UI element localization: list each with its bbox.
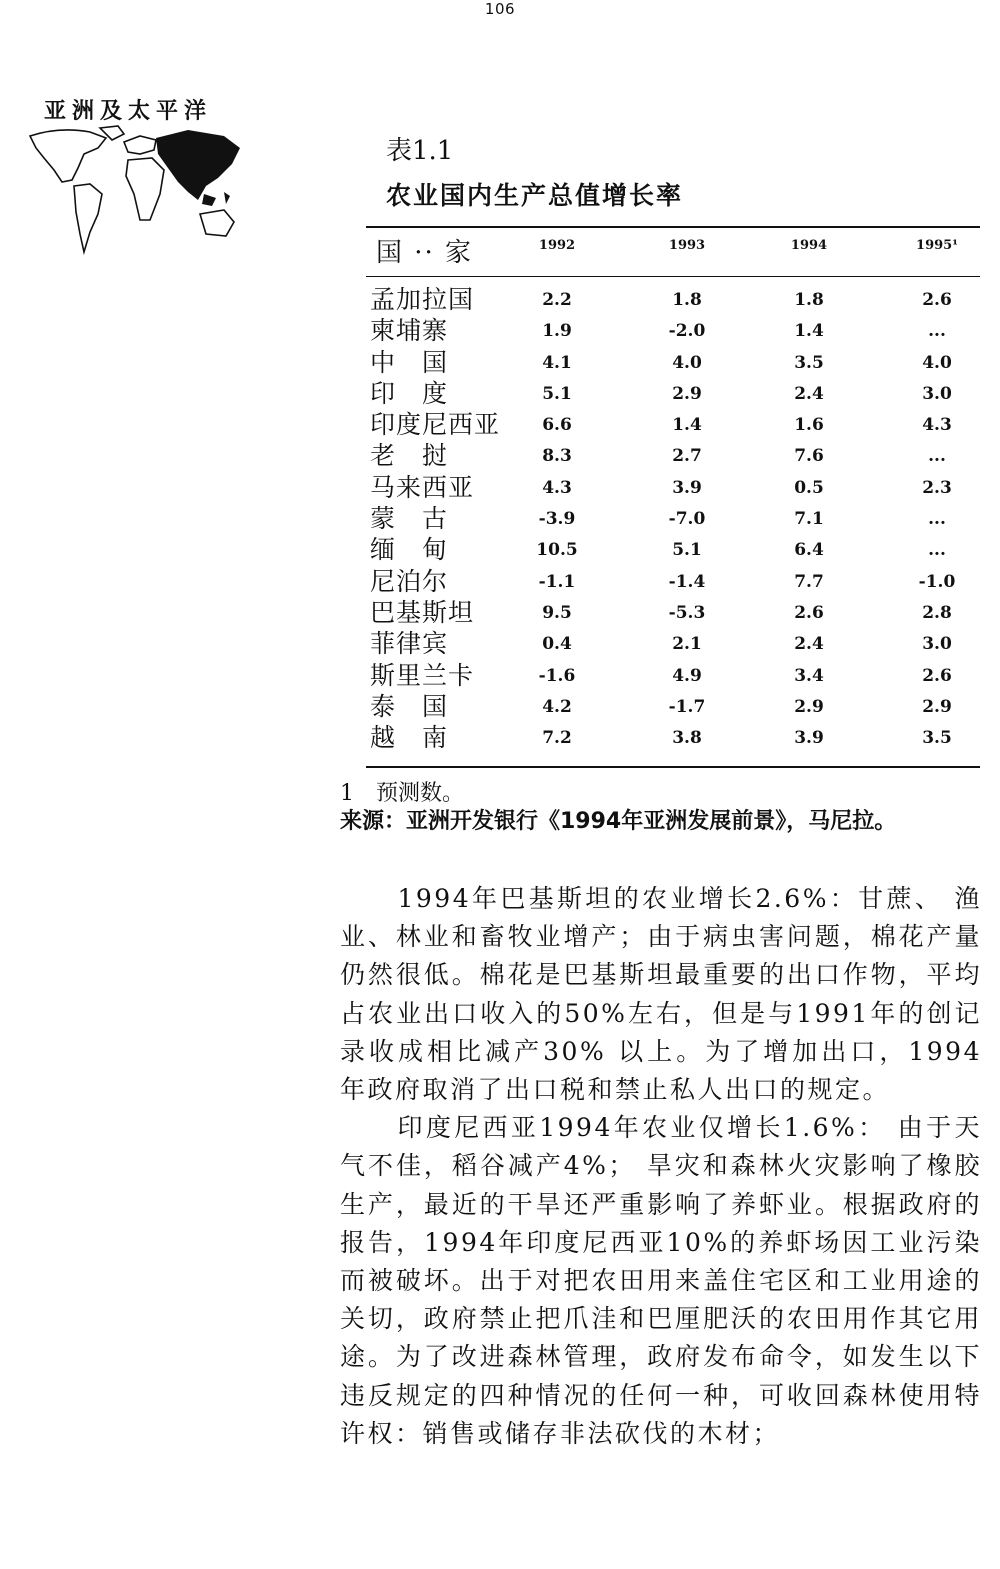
cell-value: 3.0 [922,634,952,655]
cell-value: 2.9 [794,696,824,717]
region-title: 亚洲及太平洋 [43,99,212,124]
cell-value: 7.6 [794,446,824,467]
cell-country: 老 挝 [370,441,449,471]
cell-value: 0.4 [542,634,572,655]
table-header-rule [366,276,980,277]
table-bottom-rule [366,766,980,768]
cell-value: -3.9 [538,509,576,530]
cell-value: 4.3 [542,477,572,498]
cell-country: 马来西亚 [370,472,475,502]
table-row [366,347,980,378]
cell-value: ... [928,509,946,530]
cell-value: -1.6 [538,665,576,686]
table-row [366,284,980,315]
table-row [366,409,980,440]
table-body [366,284,980,753]
table-row [366,660,980,691]
cell-value: 4.1 [542,352,572,373]
cell-value: 0.5 [794,477,824,498]
page-number: 106 [484,0,516,18]
cell-value: 3.4 [794,665,824,686]
cell-value: 10.5 [536,540,578,561]
region-logo [28,94,248,264]
table-source: 来源：亚洲开发银行《1994年亚洲发展前景》，马尼拉。 [340,809,897,834]
cell-value: 9.5 [542,602,572,623]
table-row [366,472,980,503]
cell-value: 2.2 [542,290,572,310]
cell-value: 4.9 [672,665,702,686]
cell-value: 2.6 [922,290,952,310]
table-row [366,566,980,597]
cell-value: 1.9 [542,321,572,342]
header-year-1992: 1992 [538,238,576,253]
cell-value: 7.7 [794,571,824,592]
cell-value: 2.9 [922,696,952,717]
cell-value: 3.5 [794,352,824,373]
cell-value: -1.1 [538,571,576,592]
table-label: 表1.1 [386,136,454,166]
table-row [366,597,980,628]
header-year-1994: 1994 [790,238,828,253]
cell-value: 3.9 [672,477,702,498]
cell-country: 斯里兰卡 [370,660,475,690]
cell-value: 3.0 [922,383,952,404]
table-header [366,232,980,272]
body-text [340,880,982,1453]
header-country: 国 ·· 家 [376,238,474,268]
cell-value: -2.0 [668,321,706,342]
cell-value: 1.8 [794,290,824,310]
cell-value: 1.8 [672,290,702,310]
table-row [366,503,980,534]
cell-value: 4.2 [542,696,572,717]
table-row [366,691,980,722]
table-footnote: 1 预测数。 [340,781,464,806]
cell-value: 5.1 [672,540,702,561]
cell-value: 7.1 [794,509,824,530]
cell-value: 3.9 [794,728,824,749]
cell-country: 柬埔寨 [370,316,449,346]
cell-value: 1.4 [794,321,824,342]
header-year-1993: 1993 [668,238,706,253]
cell-country: 印度尼西亚 [370,410,501,440]
cell-value: 6.6 [542,415,572,436]
cell-value: -1.0 [918,571,956,592]
cell-value: 3.8 [672,728,702,749]
cell-value: 2.4 [794,383,824,404]
cell-value: 2.8 [922,602,952,623]
cell-value: -5.3 [668,602,706,623]
cell-value: -1.4 [668,571,706,592]
cell-value: 3.5 [922,728,952,749]
cell-value: 1.4 [672,415,702,436]
cell-value: 4.0 [672,352,702,373]
paragraph: 1994年巴基斯坦的农业增长2.6%：甘蔗、 渔业、林业和畜牧业增产；由于病虫害问题，棉花产量仍然很低。棉花是巴基斯坦最重要的出口作物，平均占农业出口收入的50%左右，但是与1991年的创记录收成相比减产30% 以上。为了增加出口，1994年政府取消了出口税和禁止私人出口的规定。 [340,884,982,1105]
cell-country: 巴基斯坦 [370,597,475,627]
cell-value: 6.4 [794,540,824,561]
cell-value: 1.6 [794,415,824,436]
table-row [366,378,980,409]
cell-value: 5.1 [542,383,572,404]
cell-value: 2.6 [794,602,824,623]
table-row [366,315,980,346]
cell-value: ... [928,446,946,467]
cell-value: -1.7 [668,696,706,717]
world-map-icon [28,124,243,264]
cell-value: 2.4 [794,634,824,655]
table-title: 农业国内生产总值增长率 [386,181,684,210]
table-top-rule [366,226,980,228]
cell-country: 印 度 [370,378,449,408]
cell-value: 2.3 [922,477,952,498]
table-row [366,534,980,565]
cell-value: ... [928,540,946,561]
cell-value: 8.3 [542,446,572,467]
cell-country: 菲律宾 [370,629,449,659]
cell-value: 7.2 [542,728,572,749]
cell-country: 蒙 古 [370,504,449,534]
header-year-1995: 1995¹ [916,238,958,253]
cell-country: 泰 国 [370,691,449,721]
cell-value: 2.9 [672,383,702,404]
paragraph: 印度尼西亚1994年农业仅增长1.6%： 由于天气不佳，稻谷减产4%； 旱灾和森林火灾影响了橡胶生产，最近的干旱还严重影响了养虾业。根据政府的报告，1994年印度尼西亚10%的养虾场因工业污染而被破坏。出于对把农田用来盖住宅区和工业用途的关切，政府禁止把爪洼和巴厘肥沃的农田用作其它用途。为了改进森林管理，政府发布命令，如发生以下违反规定的四种情况的任何一种，可收回森林使用特许权：销售或储存非法砍伐的木材； [340,1113,982,1448]
cell-country: 尼泊尔 [370,566,449,596]
cell-value: 4.0 [922,352,952,373]
cell-country: 越 南 [370,723,449,753]
cell-value: ... [928,321,946,342]
cell-value: -7.0 [668,509,706,530]
cell-country: 孟加拉国 [370,285,475,314]
cell-country: 中 国 [370,347,449,377]
table-row [366,440,980,471]
cell-country: 缅 甸 [370,535,449,565]
cell-value: 2.1 [672,634,702,655]
table-row [366,628,980,659]
cell-value: 2.6 [922,665,952,686]
cell-value: 2.7 [672,446,702,467]
table-row [366,722,980,753]
cell-value: 4.3 [922,415,952,436]
